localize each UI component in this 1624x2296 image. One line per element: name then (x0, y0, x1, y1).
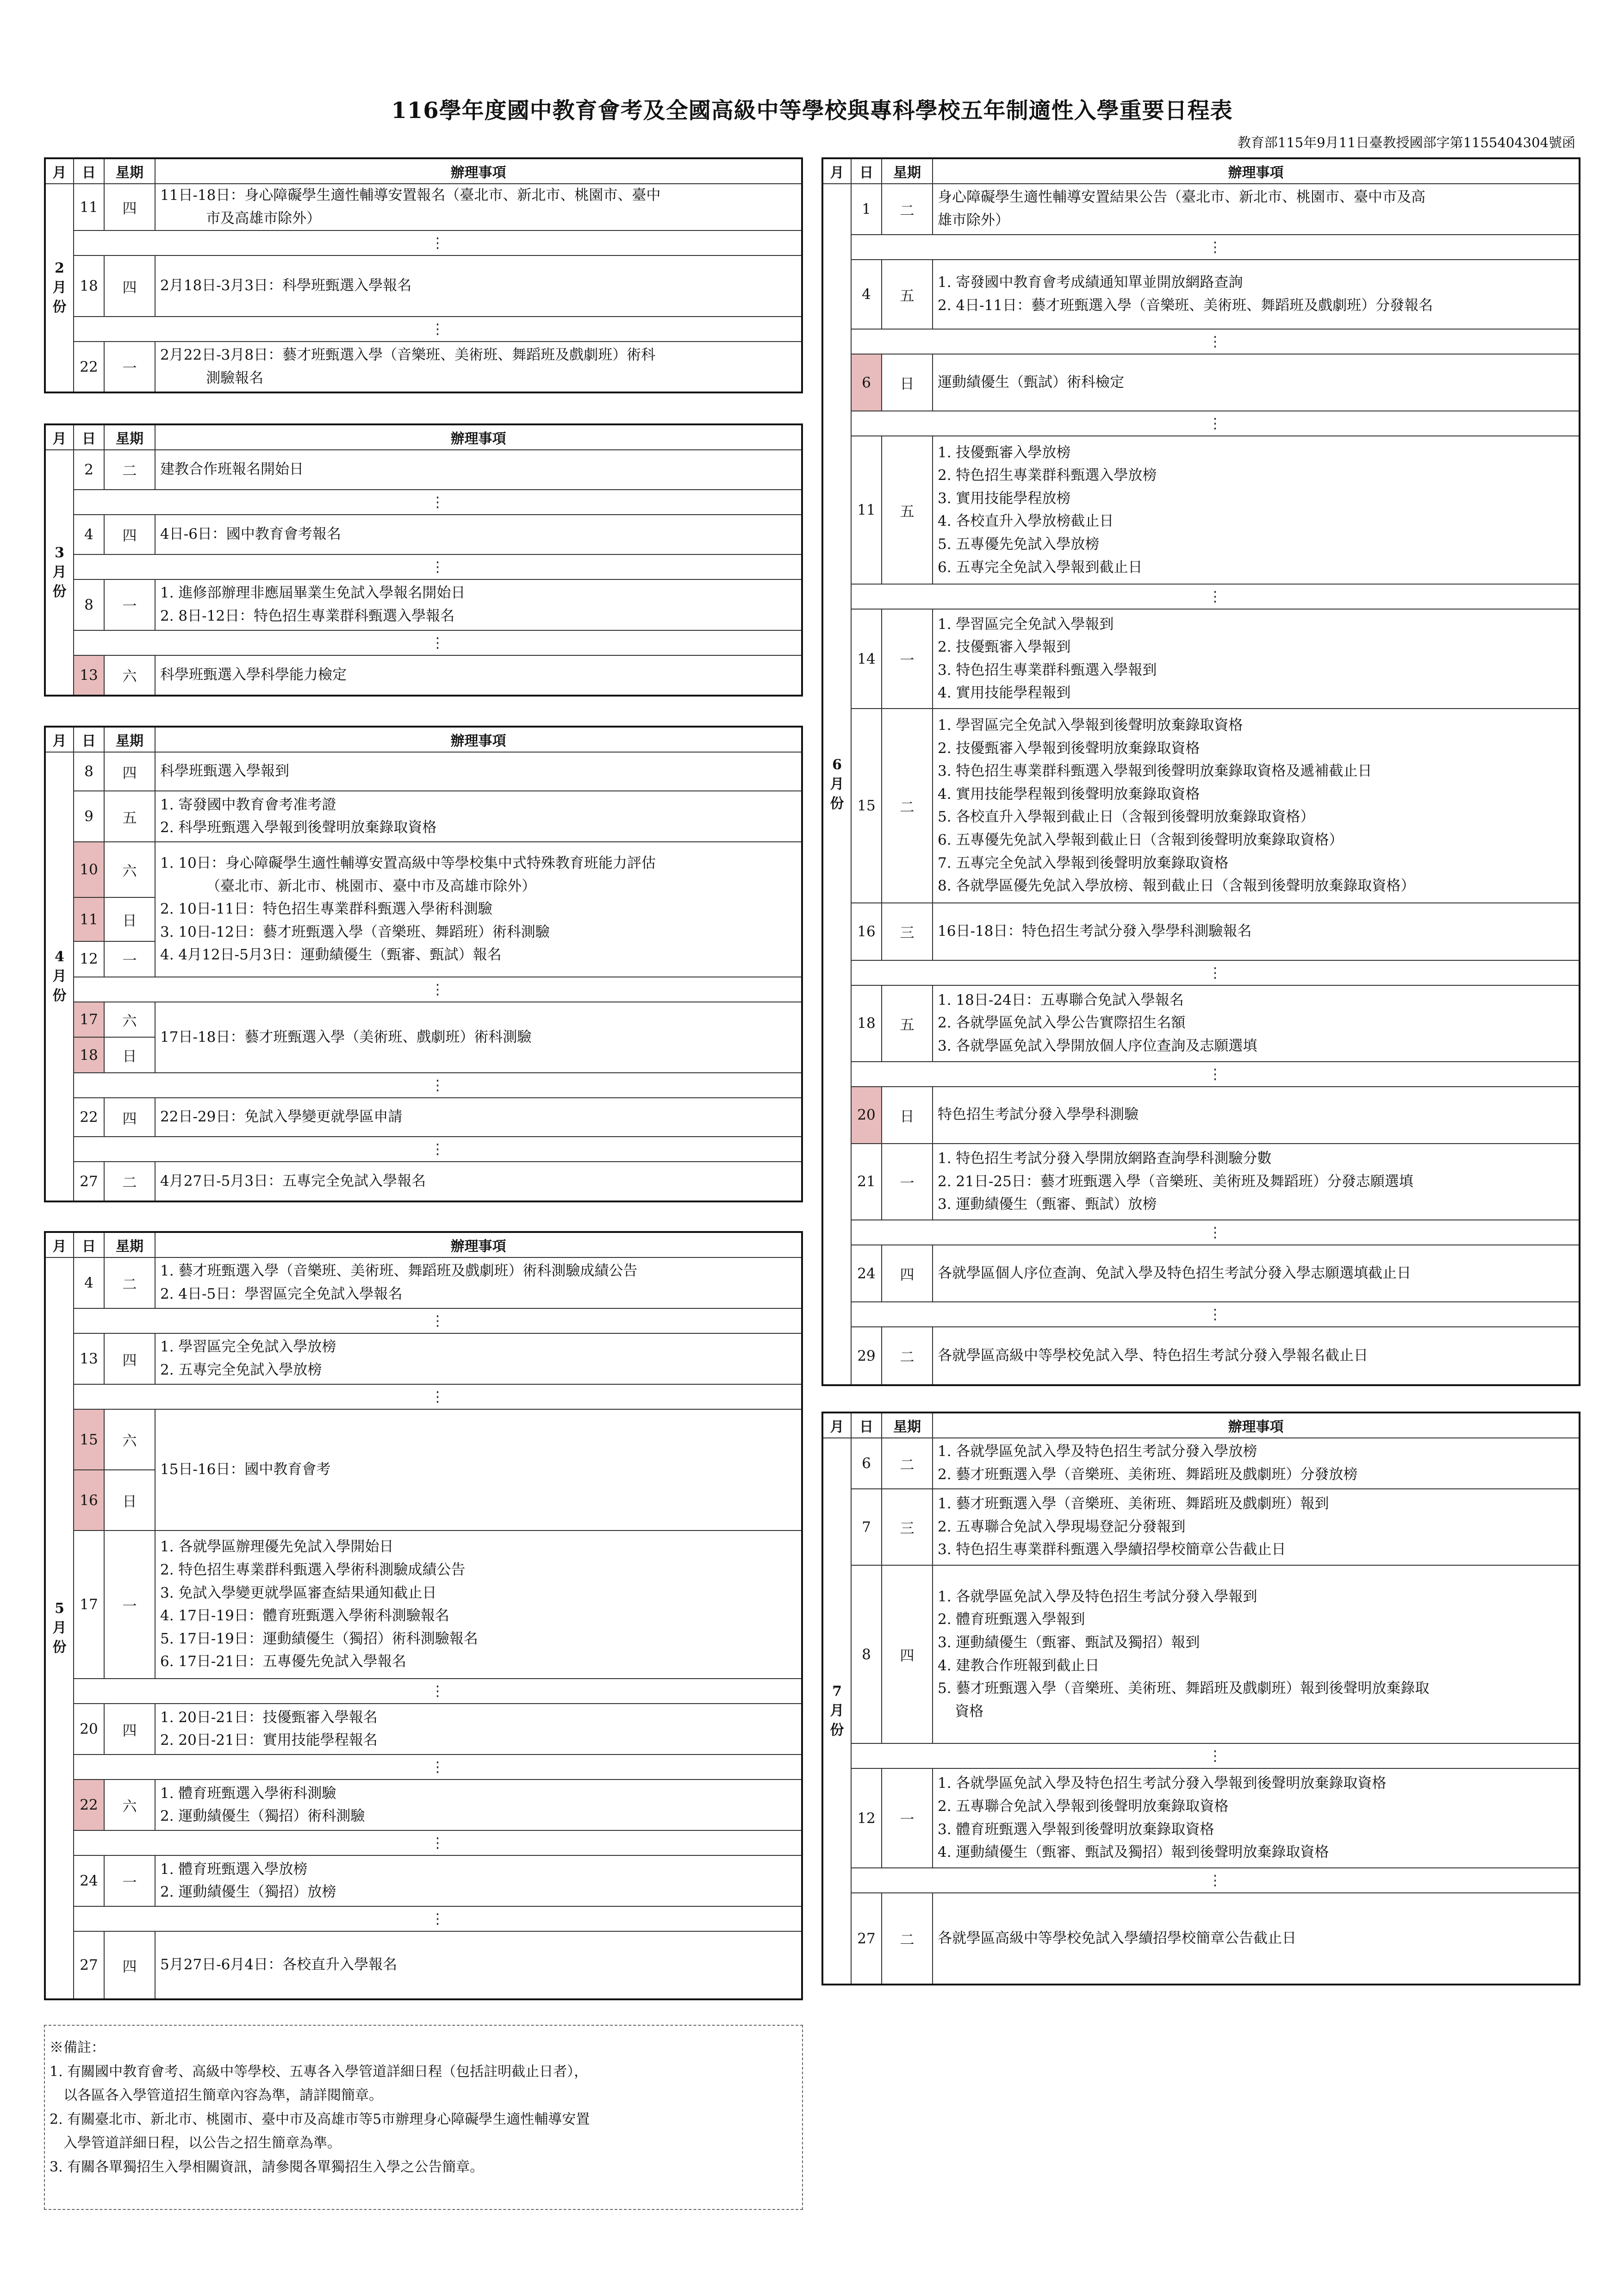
table-row (45, 1002, 802, 1038)
ellipsis-row: ⋮ (74, 1073, 802, 1098)
day-cell: 18 (74, 255, 104, 317)
ellipsis-row: ⋮ (74, 630, 802, 655)
ellipsis-row: ⋮ (74, 1308, 802, 1333)
table-row (45, 655, 802, 696)
table-row (45, 1162, 802, 1201)
header-day: 日 (74, 424, 104, 450)
weekday-cell: 四 (104, 184, 155, 230)
ellipsis-row: ⋮ (74, 554, 802, 579)
note-item: 1. 有關國中教育會考、高級中等學校、五專各入學管道詳細日程（包括註明截止日者）， (50, 2063, 588, 2080)
header-weekday: 星期 (882, 1412, 933, 1438)
event-cell: 1. 體育班甄選入學放榜 2. 運動績優生（獨招）放榜 (155, 1855, 802, 1906)
header-event: 辦理事項 (155, 727, 802, 752)
day-cell: 11 (74, 897, 104, 941)
ellipsis-row: ⋮ (74, 1384, 802, 1409)
weekday-cell: 四 (104, 1098, 155, 1137)
table-row (45, 1780, 802, 1830)
day-cell: 10 (74, 842, 104, 897)
event-cell: 1. 體育班甄選入學術科測驗 2. 運動績優生（獨招）術科測驗 (155, 1780, 802, 1830)
weekday-cell: 四 (882, 1245, 933, 1302)
table-header (822, 158, 1580, 184)
day-cell: 20 (74, 1704, 104, 1755)
weekday-cell: 四 (104, 1333, 155, 1384)
day-cell: 24 (74, 1855, 104, 1906)
header-month: 月 (45, 424, 74, 450)
event-cell: 科學班甄選入學報到 (155, 752, 802, 791)
weekday-cell: 一 (882, 1144, 933, 1220)
day-cell: 29 (851, 1327, 882, 1385)
day-cell: 1 (851, 184, 882, 235)
day-cell: 14 (851, 609, 882, 709)
day-cell: 4 (74, 515, 104, 554)
event-cell: 1. 各就學區免試入學及特色招生考試分發入學報到後聲明放棄錄取資格 2. 五專聯合免試入學報到後聲明放棄錄取資格 3. 體育班甄選入學報到後聲明放棄錄取資格 4. 運動績優生（甄審、甄試及獨招）報到後聲明放棄錄取資格 (933, 1768, 1580, 1868)
weekday-cell: 一 (104, 342, 155, 392)
event-cell: 16日-18日：特色招生考試分發入學學科測驗報名 (933, 903, 1580, 960)
table-row (45, 1704, 802, 1755)
table-row (822, 1327, 1580, 1385)
table-row (822, 354, 1580, 411)
weekday-cell: 一 (104, 1531, 155, 1679)
day-cell: 15 (851, 709, 882, 903)
note-item-continued: 入學管道詳細日程，以公告之招生簡章為準。 (63, 2135, 341, 2152)
june-table (821, 157, 1580, 1386)
ellipsis-row: ⋮ (74, 1906, 802, 1931)
ellipsis-row: ⋮ (74, 230, 802, 255)
day-cell: 22 (74, 1780, 104, 1830)
weekday-cell: 六 (104, 1780, 155, 1830)
header-month: 月 (822, 1412, 851, 1438)
event-cell: 11日-18日：身心障礙學生適性輔導安置報名（臺北市、新北市、桃園市、臺中 市及高雄市除外） (155, 184, 802, 230)
ellipsis-row: ⋮ (851, 1220, 1580, 1245)
table-row (822, 436, 1580, 584)
header-day: 日 (74, 158, 104, 184)
table-row (45, 752, 802, 791)
day-cell: 4 (74, 1257, 104, 1308)
table-row (45, 255, 802, 317)
day-cell: 12 (74, 941, 104, 977)
header-event: 辦理事項 (155, 424, 802, 450)
day-cell: 21 (851, 1144, 882, 1220)
weekday-cell: 日 (882, 1087, 933, 1144)
day-cell: 8 (74, 752, 104, 791)
note-item: 3. 有關各單獨招生入學相關資訊，請參閱各單獨招生入學之公告簡章。 (50, 2159, 484, 2175)
event-cell: 5月27日-6月4日：各校直升入學報名 (155, 1931, 802, 1999)
day-cell: 11 (851, 436, 882, 584)
note-item-continued: 以各區各入學管道招生簡章內容為準，請詳閱簡章。 (63, 2087, 383, 2104)
table-row (45, 450, 802, 490)
day-cell: 8 (851, 1565, 882, 1743)
day-cell: 22 (74, 1098, 104, 1137)
table-header (45, 424, 802, 450)
weekday-cell: 二 (882, 709, 933, 903)
event-cell: 1. 藝才班甄選入學（音樂班、美術班、舞蹈班及戲劇班）術科測驗成績公告 2. 4日-5日：學習區完全免試入學報名 (155, 1257, 802, 1308)
event-cell: 1. 各就學區免試入學及特色招生考試分發入學放榜 2. 藝才班甄選入學（音樂班、美術班、舞蹈班及戲劇班）分發放榜 (933, 1438, 1580, 1489)
event-cell: 各就學區高級中等學校免試入學、特色招生考試分發入學報名截止日 (933, 1327, 1580, 1385)
event-cell: 身心障礙學生適性輔導安置結果公告（臺北市、新北市、桃園市、臺中市及高 雄市除外） (933, 184, 1580, 235)
day-cell: 18 (851, 985, 882, 1062)
event-cell: 1. 寄發國中教育會考成績通知單並開放網路查詢 2. 4日-11日：藝才班甄選入學（音樂班、美術班、舞蹈班及戲劇班）分發報名 (933, 260, 1580, 329)
header-day: 日 (851, 1412, 882, 1438)
table-row (822, 184, 1580, 235)
event-cell: 1. 進修部辦理非應屆畢業生免試入學報名開始日 2. 8日-12日：特色招生專業群科甄選入學報名 (155, 579, 802, 630)
weekday-cell: 四 (104, 1931, 155, 1999)
page-title: 116學年度國中教育會考及全國高級中等學校與專科學校五年制適性入學重要日程表 (391, 98, 1233, 124)
event-cell: 運動績優生（甄試）術科檢定 (933, 354, 1580, 411)
weekday-cell: 日 (882, 354, 933, 411)
day-cell: 7 (851, 1489, 882, 1565)
weekday-cell: 五 (882, 985, 933, 1062)
weekday-cell: 五 (882, 436, 933, 584)
table-row (45, 1257, 802, 1308)
day-cell: 17 (74, 1002, 104, 1038)
day-cell: 16 (74, 1470, 104, 1531)
month-label: 6 月 份 (822, 184, 851, 1385)
ellipsis-row: ⋮ (851, 1302, 1580, 1327)
weekday-cell: 日 (104, 897, 155, 941)
day-cell: 2 (74, 450, 104, 490)
weekday-cell: 四 (104, 515, 155, 554)
day-cell: 12 (851, 1768, 882, 1868)
notes-box (44, 2025, 803, 2210)
july-table (821, 1412, 1580, 1985)
event-cell: 17日-18日：藝才班甄選入學（美術班、戲劇班）術科測驗 (155, 1002, 802, 1073)
march-table (44, 423, 803, 697)
table-row (822, 1565, 1580, 1743)
weekday-cell: 四 (104, 255, 155, 317)
day-cell: 9 (74, 791, 104, 842)
event-cell: 1. 18日-24日：五專聯合免試入學報名 2. 各就學區免試入學公告實際招生名額 3. 各就學區免試入學開放個人序位查詢及志願選填 (933, 985, 1580, 1062)
may-table (44, 1231, 803, 2000)
month-label: 2 月 份 (45, 184, 74, 392)
ellipsis-row: ⋮ (74, 490, 802, 515)
day-cell: 16 (851, 903, 882, 960)
header-month: 月 (45, 727, 74, 752)
header-weekday: 星期 (882, 158, 933, 184)
weekday-cell: 一 (104, 1855, 155, 1906)
header-weekday: 星期 (104, 1232, 155, 1257)
table-row (822, 985, 1580, 1062)
day-cell: 27 (74, 1931, 104, 1999)
ellipsis-row: ⋮ (851, 1062, 1580, 1087)
table-row (822, 1245, 1580, 1302)
weekday-cell: 一 (882, 609, 933, 709)
weekday-cell: 二 (104, 1162, 155, 1201)
table-row (822, 1438, 1580, 1489)
day-cell: 11 (74, 184, 104, 230)
day-cell: 6 (851, 354, 882, 411)
event-cell: 1. 特色招生考試分發入學開放網路查詢學科測驗分數 2. 21日-25日：藝才班甄選入學（音樂班、美術班及舞蹈班）分發志願選填 3. 運動績優生（甄審、甄試）放榜 (933, 1144, 1580, 1220)
table-row (45, 1531, 802, 1679)
table-row (45, 515, 802, 554)
table-row (45, 1409, 802, 1470)
header-day: 日 (74, 1232, 104, 1257)
ellipsis-row: ⋮ (74, 1137, 802, 1162)
event-cell: 1. 藝才班甄選入學（音樂班、美術班、舞蹈班及戲劇班）報到 2. 五專聯合免試入學現場登記分發報到 3. 特色招生專業群科甄選入學續招學校簡章公告截止日 (933, 1489, 1580, 1565)
table-row (45, 1931, 802, 1999)
weekday-cell: 四 (104, 752, 155, 791)
table-row (822, 260, 1580, 329)
table-row (45, 1855, 802, 1906)
event-cell: 2月22日-3月8日：藝才班甄選入學（音樂班、美術班、舞蹈班及戲劇班）術科 測驗報名 (155, 342, 802, 392)
table-row (822, 709, 1580, 903)
month-label: 5 月 份 (45, 1257, 74, 1999)
table-header (45, 1232, 802, 1257)
ellipsis-row: ⋮ (851, 1868, 1580, 1893)
day-cell: 4 (851, 260, 882, 329)
header-event: 辦理事項 (933, 158, 1580, 184)
event-cell: 特色招生考試分發入學學科測驗 (933, 1087, 1580, 1144)
weekday-cell: 四 (104, 1704, 155, 1755)
table-row (45, 342, 802, 392)
table-row (822, 903, 1580, 960)
event-cell: 1. 各就學區辦理優先免試入學開始日 2. 特色招生專業群科甄選入學術科測驗成績公告 3. 免試入學變更就學區審查結果通知截止日 4. 17日-19日：體育班甄選入學術科測驗報名 5. 17日-19日：運動績優生（獨招）術科測驗報名 6. 17日-21日：五專優先免試入學報名 (155, 1531, 802, 1679)
event-cell: 1. 技優甄審入學放榜 2. 特色招生專業群科甄選入學放榜 3. 實用技能學程放榜 4. 各校直升入學放榜截止日 5. 五專優先免試入學放榜 6. 五專完全免試入學報到截止日 (933, 436, 1580, 584)
ellipsis-row: ⋮ (74, 317, 802, 342)
table-header (45, 727, 802, 752)
event-cell: 1. 10日：身心障礙學生適性輔導安置高級中等學校集中式特殊教育班能力評估 （臺北市、新北市、桃園市、臺中市及高雄市除外） 2. 10日-11日：特色招生專業群科甄選入學術科測驗 3. 10日-12日：藝才班甄選入學（音樂班、舞蹈班）術科測驗 4. 4月12日-5月3日：運動績優生（甄審、甄試）報名 (155, 842, 802, 977)
event-cell: 1. 學習區完全免試入學報到後聲明放棄錄取資格 2. 技優甄審入學報到後聲明放棄錄取資格 3. 特色招生專業群科甄選入學報到後聲明放棄錄取資格及遞補截止日 4. 實用技能學程報到後聲明放棄錄取資格 5. 各校直升入學報到截止日（含報到後聲明放棄錄取資格） 6. 五專優先免試入學報到截止日（含報到後聲明放棄錄取資格） 7. 五專完全免試入學報到後聲明放棄錄取資格 8. 各就學區優先免試入學放榜、報到截止日（含報到後聲明放棄錄取資格） (933, 709, 1580, 903)
weekday-cell: 六 (104, 1002, 155, 1038)
weekday-cell: 五 (882, 260, 933, 329)
event-cell: 2月18日-3月3日：科學班甄選入學報名 (155, 255, 802, 317)
day-cell: 13 (74, 1333, 104, 1384)
day-cell: 8 (74, 579, 104, 630)
weekday-cell: 一 (104, 579, 155, 630)
day-cell: 13 (74, 655, 104, 696)
table-row (822, 1144, 1580, 1220)
weekday-cell: 三 (882, 1489, 933, 1565)
event-cell: 各就學區個人序位查詢、免試入學及特色招生考試分發入學志願選填截止日 (933, 1245, 1580, 1302)
weekday-cell: 一 (882, 1768, 933, 1868)
header-weekday: 星期 (104, 424, 155, 450)
month-label: 4 月 份 (45, 752, 74, 1201)
table-header (822, 1412, 1580, 1438)
table-row (822, 1489, 1580, 1565)
weekday-cell: 三 (882, 903, 933, 960)
day-cell: 17 (74, 1531, 104, 1679)
event-cell: 1. 各就學區免試入學及特色招生考試分發入學報到 2. 體育班甄選入學報到 3. 運動績優生（甄審、甄試及獨招）報到 4. 建教合作班報到截止日 5. 藝才班甄選入學（音樂班、美術班、舞蹈班及戲劇班）報到後聲明放棄錄取 資格 (933, 1565, 1580, 1743)
event-cell: 4日-6日：國中教育會考報名 (155, 515, 802, 554)
table-header (45, 158, 802, 184)
february-table (44, 157, 803, 393)
event-cell: 1. 學習區完全免試入學放榜 2. 五專完全免試入學放榜 (155, 1333, 802, 1384)
april-table (44, 726, 803, 1202)
ellipsis-row: ⋮ (851, 329, 1580, 354)
event-cell: 1. 學習區完全免試入學報到 2. 技優甄審入學報到 3. 特色招生專業群科甄選入學報到 4. 實用技能學程報到 (933, 609, 1580, 709)
weekday-cell: 二 (882, 184, 933, 235)
table-row (822, 1087, 1580, 1144)
weekday-cell: 六 (104, 1409, 155, 1470)
header-month: 月 (45, 1232, 74, 1257)
document-reference: 教育部115年9月11日臺教授國部字第1155404304號函 (1237, 135, 1575, 150)
weekday-cell: 六 (104, 655, 155, 696)
ellipsis-row: ⋮ (74, 1830, 802, 1855)
day-cell: 27 (851, 1893, 882, 1985)
weekday-cell: 日 (104, 1470, 155, 1531)
header-weekday: 星期 (104, 727, 155, 752)
month-label: 7 月 份 (822, 1438, 851, 1985)
table-row (822, 1893, 1580, 1985)
weekday-cell: 日 (104, 1037, 155, 1073)
day-cell: 22 (74, 342, 104, 392)
weekday-cell: 二 (882, 1893, 933, 1985)
weekday-cell: 二 (104, 450, 155, 490)
weekday-cell: 二 (882, 1438, 933, 1489)
header-month: 月 (45, 158, 74, 184)
ellipsis-row: ⋮ (851, 235, 1580, 260)
day-cell: 20 (851, 1087, 882, 1144)
day-cell: 27 (74, 1162, 104, 1201)
header-event: 辦理事項 (155, 158, 802, 184)
day-cell: 15 (74, 1409, 104, 1470)
ellipsis-row: ⋮ (74, 1679, 802, 1704)
day-cell: 24 (851, 1245, 882, 1302)
note-item: 2. 有關臺北市、新北市、桃園市、臺中市及高雄市等5市辦理身心障礙學生適性輔導安置 (50, 2111, 590, 2128)
event-cell: 15日-16日：國中教育會考 (155, 1409, 802, 1531)
ellipsis-row: ⋮ (851, 584, 1580, 609)
event-cell: 1. 20日-21日：技優甄審入學報名 2. 20日-21日：實用技能學程報名 (155, 1704, 802, 1755)
table-row (45, 1098, 802, 1137)
weekday-cell: 五 (104, 791, 155, 842)
event-cell: 22日-29日：免試入學變更就學區申請 (155, 1098, 802, 1137)
ellipsis-row: ⋮ (851, 1743, 1580, 1768)
notes-heading: ※備註： (50, 2040, 105, 2056)
month-label: 3 月 份 (45, 450, 74, 696)
header-day: 日 (74, 727, 104, 752)
ellipsis-row: ⋮ (74, 977, 802, 1002)
ellipsis-row: ⋮ (851, 411, 1580, 436)
table-row (45, 791, 802, 842)
weekday-cell: 一 (104, 941, 155, 977)
table-row (822, 609, 1580, 709)
header-weekday: 星期 (104, 158, 155, 184)
weekday-cell: 四 (882, 1565, 933, 1743)
event-cell: 1. 寄發國中教育會考准考證 2. 科學班甄選入學報到後聲明放棄錄取資格 (155, 791, 802, 842)
ellipsis-row: ⋮ (74, 1755, 802, 1780)
table-row (45, 184, 802, 230)
weekday-cell: 二 (104, 1257, 155, 1308)
event-cell: 科學班甄選入學科學能力檢定 (155, 655, 802, 696)
header-event: 辦理事項 (933, 1412, 1580, 1438)
table-row (45, 842, 802, 897)
event-cell: 建教合作班報名開始日 (155, 450, 802, 490)
header-month: 月 (822, 158, 851, 184)
ellipsis-row: ⋮ (851, 960, 1580, 985)
header-day: 日 (851, 158, 882, 184)
table-row (45, 579, 802, 630)
event-cell: 各就學區高級中等學校免試入學續招學校簡章公告截止日 (933, 1893, 1580, 1985)
day-cell: 18 (74, 1037, 104, 1073)
weekday-cell: 六 (104, 842, 155, 897)
table-row (45, 1333, 802, 1384)
header-event: 辦理事項 (155, 1232, 802, 1257)
event-cell: 4月27日-5月3日：五專完全免試入學報名 (155, 1162, 802, 1201)
weekday-cell: 二 (882, 1327, 933, 1385)
day-cell: 6 (851, 1438, 882, 1489)
table-row (822, 1768, 1580, 1868)
